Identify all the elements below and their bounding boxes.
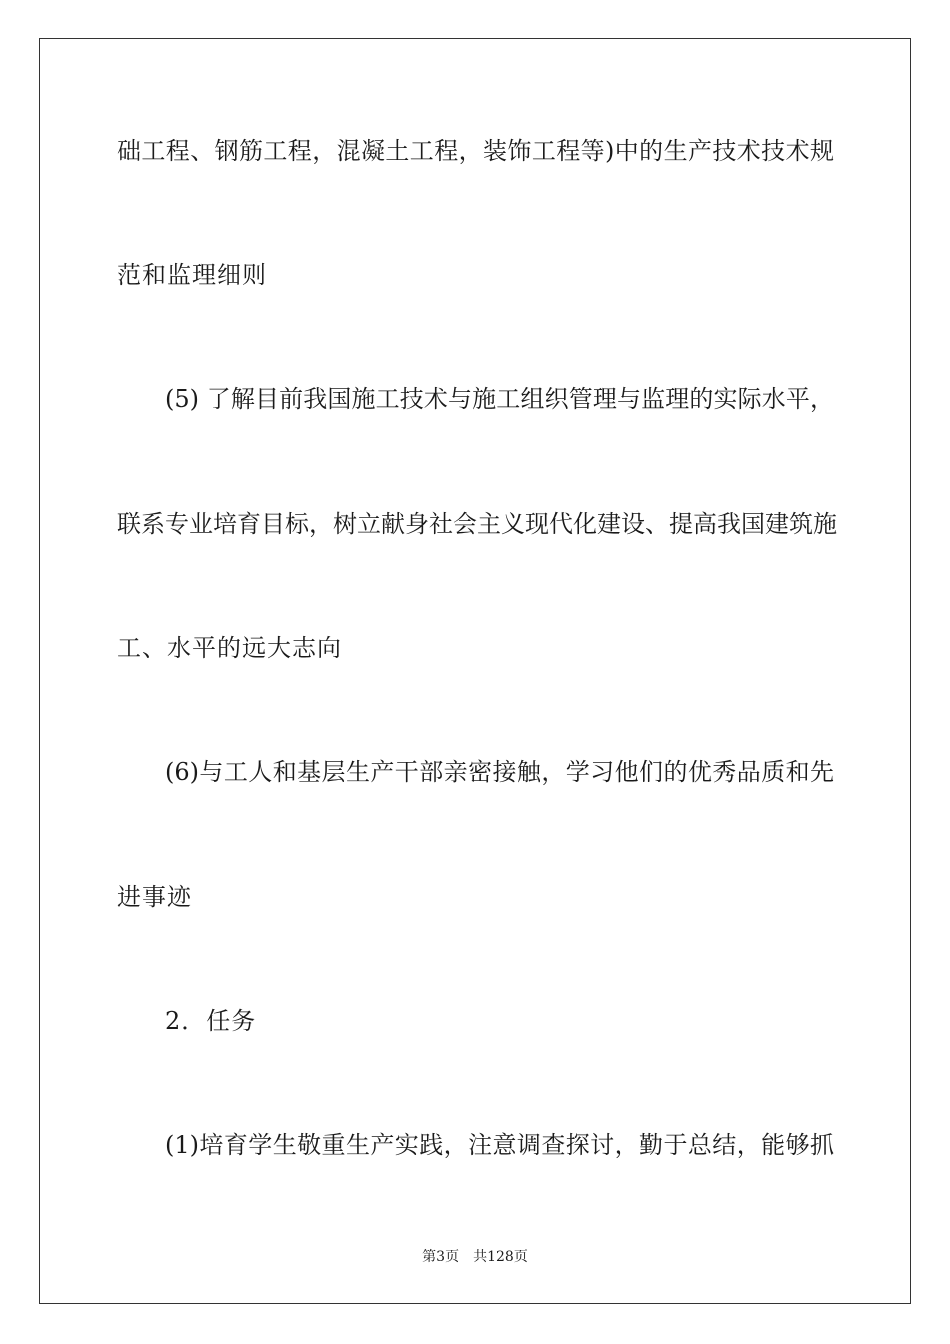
body-line-9: (1)培育学生敬重生产实践，注意调查探讨，勤于总结，能够抓: [165, 1131, 834, 1159]
section-heading: 2．任务: [165, 1007, 257, 1035]
page-border: [39, 38, 911, 1304]
body-line-3: (5) 了解目前我国施工技术与施工组织管理与监理的实际水平，: [165, 385, 834, 413]
body-line-6: (6)与工人和基层生产干部亲密接触，学习他们的优秀品质和先: [165, 758, 834, 786]
body-line-2: 范和监理细则: [117, 261, 267, 289]
page-footer: [0, 1248, 950, 1266]
body-line-7: 进事迹: [117, 883, 192, 911]
body-line-5: 工、水平的远大志向: [117, 634, 342, 662]
page-total: 共128页: [473, 1249, 528, 1265]
page-number: 第3页: [422, 1249, 460, 1265]
body-line-4: 联系专业培育目标，树立献身社会主义现代化建设、提高我国建筑施: [117, 510, 837, 538]
body-line-1: 础工程、钢筋工程，混凝土工程，装饰工程等)中的生产技术技术规: [117, 137, 834, 165]
